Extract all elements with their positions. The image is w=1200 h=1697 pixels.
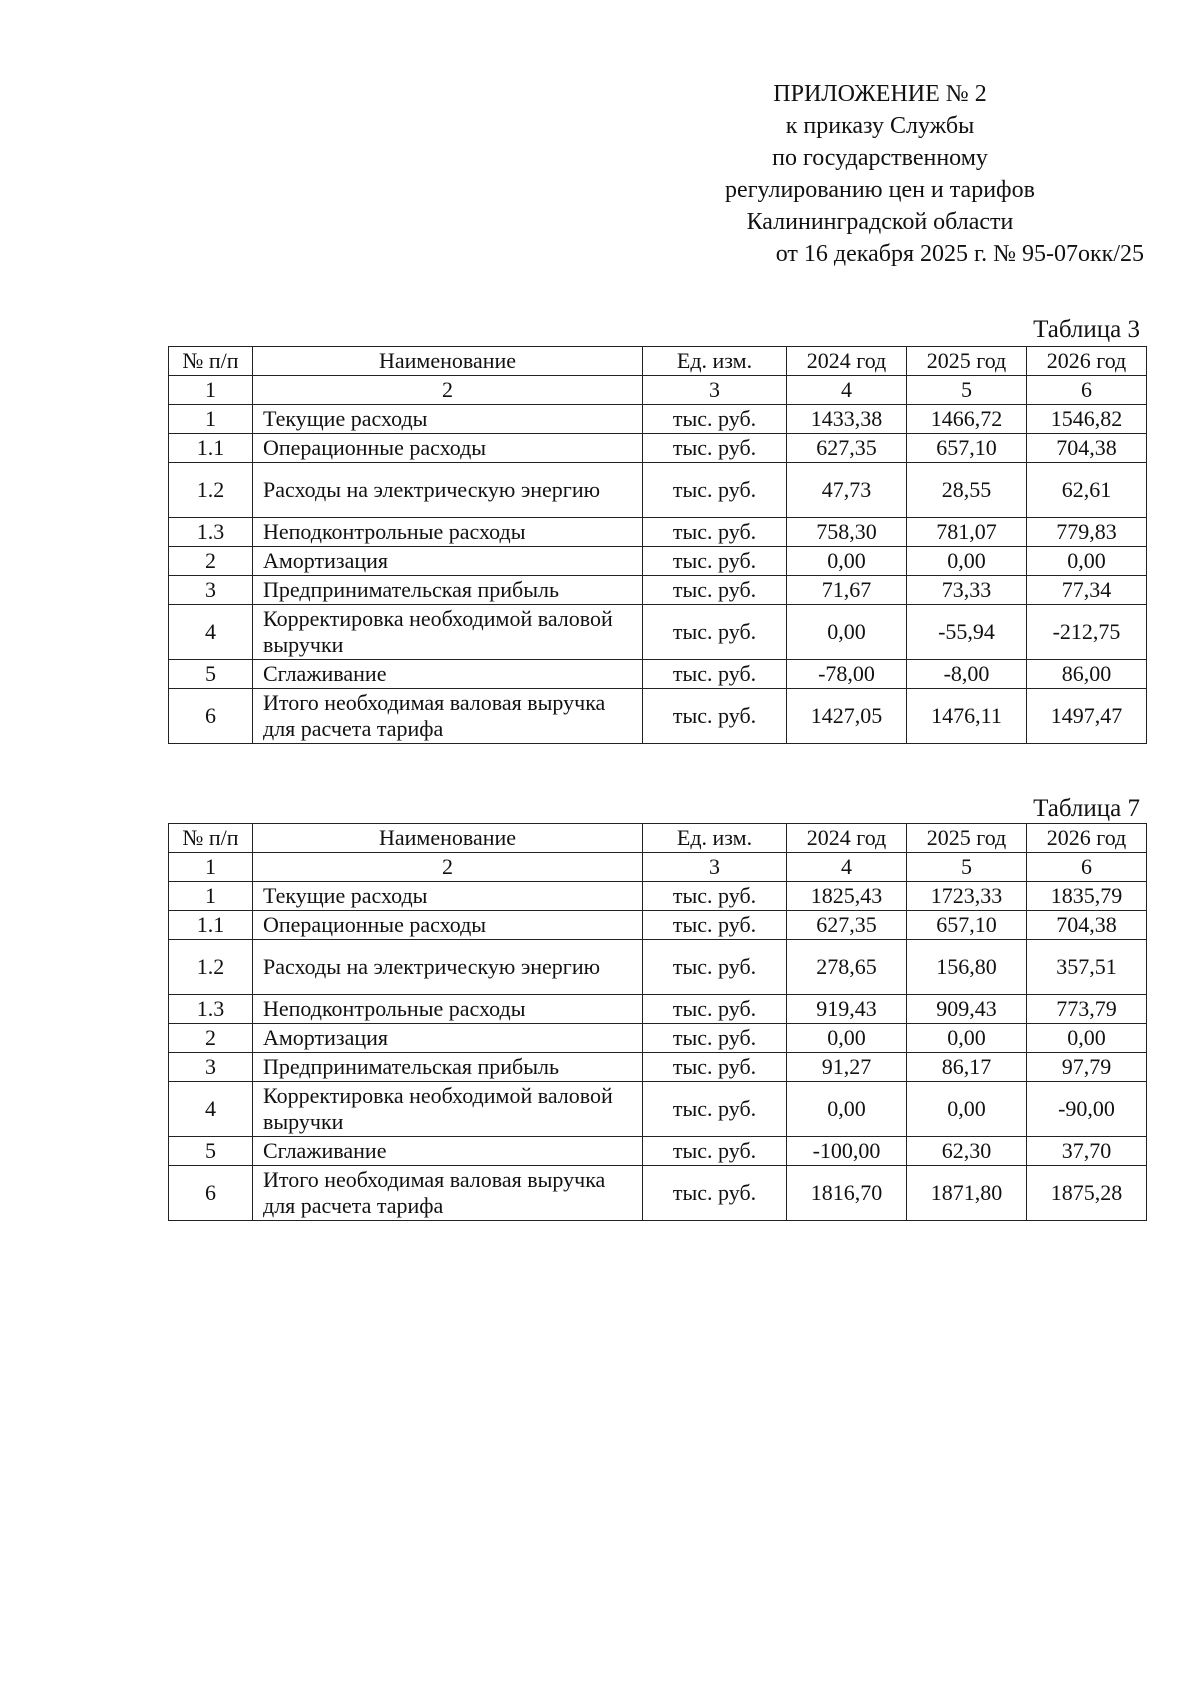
- column-number: 3: [643, 853, 787, 882]
- value-2024-cell: -78,00: [787, 660, 907, 689]
- value-2025-cell: 657,10: [907, 434, 1027, 463]
- row-number-cell: 1: [169, 882, 253, 911]
- row-unit-cell: тыс. руб.: [643, 1082, 787, 1137]
- value-2026-cell: 704,38: [1027, 911, 1147, 940]
- value-2026-cell: 1497,47: [1027, 689, 1147, 744]
- row-name-cell: Расходы на электрическую энергию: [253, 940, 643, 995]
- row-name-cell: Итого необходимая валовая выручка для расчета тарифа: [253, 689, 643, 744]
- column-number: 3: [643, 376, 787, 405]
- value-2024-cell: -100,00: [787, 1137, 907, 1166]
- table-row: [169, 911, 1147, 940]
- row-unit-cell: тыс. руб.: [643, 660, 787, 689]
- row-unit-cell: тыс. руб.: [643, 463, 787, 518]
- column-header: Ед. изм.: [643, 347, 787, 376]
- value-2026-cell: -90,00: [1027, 1082, 1147, 1137]
- row-number-cell: 6: [169, 1166, 253, 1221]
- row-number-cell: 1.3: [169, 518, 253, 547]
- column-number: 2: [253, 853, 643, 882]
- value-2026-cell: 37,70: [1027, 1137, 1147, 1166]
- row-name-cell: Сглаживание: [253, 1137, 643, 1166]
- row-unit-cell: тыс. руб.: [643, 576, 787, 605]
- data-table: [168, 346, 1147, 744]
- value-2024-cell: 278,65: [787, 940, 907, 995]
- column-number: 5: [907, 376, 1027, 405]
- column-number: 1: [169, 376, 253, 405]
- value-2024-cell: 919,43: [787, 995, 907, 1024]
- column-number-row: [169, 376, 1147, 405]
- value-2024-cell: 91,27: [787, 1053, 907, 1082]
- value-2026-cell: 357,51: [1027, 940, 1147, 995]
- value-2024-cell: 627,35: [787, 434, 907, 463]
- row-name-cell: Операционные расходы: [253, 911, 643, 940]
- table-body: [169, 405, 1147, 744]
- value-2024-cell: 1427,05: [787, 689, 907, 744]
- row-number-cell: 1.1: [169, 911, 253, 940]
- value-2024-cell: 0,00: [787, 1024, 907, 1053]
- row-name-cell: Неподконтрольные расходы: [253, 995, 643, 1024]
- table-caption: Таблица 7: [1033, 795, 1140, 822]
- column-header: 2024 год: [787, 347, 907, 376]
- value-2024-cell: 71,67: [787, 576, 907, 605]
- table-header-row: [169, 824, 1147, 853]
- row-unit-cell: тыс. руб.: [643, 547, 787, 576]
- row-name-cell: Операционные расходы: [253, 434, 643, 463]
- value-2025-cell: 657,10: [907, 911, 1027, 940]
- column-header: Наименование: [253, 824, 643, 853]
- value-2025-cell: 156,80: [907, 940, 1027, 995]
- row-number-cell: 5: [169, 1137, 253, 1166]
- appendix-line-order: к приказу Службы: [785, 113, 975, 139]
- appendix-line-region: Калининградской области: [746, 209, 1014, 235]
- row-number-cell: 6: [169, 689, 253, 744]
- row-number-cell: 1.2: [169, 463, 253, 518]
- column-header: 2026 год: [1027, 347, 1147, 376]
- value-2025-cell: 1871,80: [907, 1166, 1027, 1221]
- value-2026-cell: 0,00: [1027, 1024, 1147, 1053]
- column-number: 2: [253, 376, 643, 405]
- row-number-cell: 2: [169, 1024, 253, 1053]
- value-2024-cell: 1433,38: [787, 405, 907, 434]
- row-unit-cell: тыс. руб.: [643, 605, 787, 660]
- table-row: [169, 1024, 1147, 1053]
- row-name-cell: Амортизация: [253, 1024, 643, 1053]
- value-2026-cell: 0,00: [1027, 547, 1147, 576]
- row-unit-cell: тыс. руб.: [643, 911, 787, 940]
- row-number-cell: 5: [169, 660, 253, 689]
- value-2024-cell: 758,30: [787, 518, 907, 547]
- value-2026-cell: -212,75: [1027, 605, 1147, 660]
- table-row: [169, 434, 1147, 463]
- row-number-cell: 3: [169, 576, 253, 605]
- value-2025-cell: -55,94: [907, 605, 1027, 660]
- value-2024-cell: 0,00: [787, 1082, 907, 1137]
- column-header: 2025 год: [907, 824, 1027, 853]
- row-unit-cell: тыс. руб.: [643, 1137, 787, 1166]
- value-2025-cell: -8,00: [907, 660, 1027, 689]
- column-number: 6: [1027, 853, 1147, 882]
- row-name-cell: Неподконтрольные расходы: [253, 518, 643, 547]
- value-2025-cell: 73,33: [907, 576, 1027, 605]
- table-row: [169, 940, 1147, 995]
- value-2026-cell: 779,83: [1027, 518, 1147, 547]
- column-header: 2025 год: [907, 347, 1027, 376]
- value-2026-cell: 97,79: [1027, 1053, 1147, 1082]
- appendix-line-regulation: регулированию цен и тарифов: [725, 177, 1035, 203]
- row-name-cell: Предпринимательская прибыль: [253, 1053, 643, 1082]
- appendix-line-service: по государственному: [772, 145, 988, 171]
- row-name-cell: Текущие расходы: [253, 882, 643, 911]
- value-2024-cell: 47,73: [787, 463, 907, 518]
- value-2024-cell: 627,35: [787, 911, 907, 940]
- row-name-cell: Текущие расходы: [253, 405, 643, 434]
- row-unit-cell: тыс. руб.: [643, 434, 787, 463]
- row-name-cell: Корректировка необходимой валовой выручки: [253, 1082, 643, 1137]
- row-unit-cell: тыс. руб.: [643, 518, 787, 547]
- table-caption: Таблица 3: [1033, 316, 1140, 343]
- row-number-cell: 2: [169, 547, 253, 576]
- value-2025-cell: 1466,72: [907, 405, 1027, 434]
- table-row: [169, 995, 1147, 1024]
- row-name-cell: Итого необходимая валовая выручка для расчета тарифа: [253, 1166, 643, 1221]
- row-unit-cell: тыс. руб.: [643, 689, 787, 744]
- value-2026-cell: 1835,79: [1027, 882, 1147, 911]
- table-row: [169, 576, 1147, 605]
- column-number: 4: [787, 853, 907, 882]
- row-name-cell: Амортизация: [253, 547, 643, 576]
- row-unit-cell: тыс. руб.: [643, 1053, 787, 1082]
- value-2025-cell: 0,00: [907, 547, 1027, 576]
- column-header: № п/п: [169, 824, 253, 853]
- table-row: [169, 660, 1147, 689]
- column-header: 2024 год: [787, 824, 907, 853]
- value-2026-cell: 704,38: [1027, 434, 1147, 463]
- value-2024-cell: 1825,43: [787, 882, 907, 911]
- row-unit-cell: тыс. руб.: [643, 405, 787, 434]
- value-2025-cell: 0,00: [907, 1082, 1027, 1137]
- row-number-cell: 1: [169, 405, 253, 434]
- value-2026-cell: 62,61: [1027, 463, 1147, 518]
- row-unit-cell: тыс. руб.: [643, 1166, 787, 1221]
- table-row: [169, 405, 1147, 434]
- value-2025-cell: 781,07: [907, 518, 1027, 547]
- row-unit-cell: тыс. руб.: [643, 882, 787, 911]
- appendix-line-date: от 16 декабря 2025 г. № 95-07окк/25: [775, 241, 1144, 267]
- value-2025-cell: 86,17: [907, 1053, 1027, 1082]
- column-number: 5: [907, 853, 1027, 882]
- value-2026-cell: 773,79: [1027, 995, 1147, 1024]
- value-2025-cell: 0,00: [907, 1024, 1027, 1053]
- row-number-cell: 1.3: [169, 995, 253, 1024]
- value-2024-cell: 0,00: [787, 605, 907, 660]
- table-header-row: [169, 347, 1147, 376]
- row-name-cell: Корректировка необходимой валовой выручки: [253, 605, 643, 660]
- value-2026-cell: 77,34: [1027, 576, 1147, 605]
- value-2025-cell: 28,55: [907, 463, 1027, 518]
- column-header: № п/п: [169, 347, 253, 376]
- table-row: [169, 882, 1147, 911]
- value-2024-cell: 1816,70: [787, 1166, 907, 1221]
- table-body: [169, 882, 1147, 1221]
- row-number-cell: 4: [169, 605, 253, 660]
- row-unit-cell: тыс. руб.: [643, 1024, 787, 1053]
- data-table: [168, 823, 1147, 1221]
- table-row: [169, 689, 1147, 744]
- table-row: [169, 1137, 1147, 1166]
- column-header: 2026 год: [1027, 824, 1147, 853]
- value-2026-cell: 1875,28: [1027, 1166, 1147, 1221]
- row-number-cell: 1.2: [169, 940, 253, 995]
- row-unit-cell: тыс. руб.: [643, 995, 787, 1024]
- table-row: [169, 463, 1147, 518]
- table-row: [169, 1082, 1147, 1137]
- table-row: [169, 518, 1147, 547]
- row-unit-cell: тыс. руб.: [643, 940, 787, 995]
- row-name-cell: Расходы на электрическую энергию: [253, 463, 643, 518]
- value-2025-cell: 909,43: [907, 995, 1027, 1024]
- value-2026-cell: 86,00: [1027, 660, 1147, 689]
- table-row: [169, 1053, 1147, 1082]
- column-number: 4: [787, 376, 907, 405]
- row-number-cell: 3: [169, 1053, 253, 1082]
- value-2025-cell: 62,30: [907, 1137, 1027, 1166]
- value-2025-cell: 1723,33: [907, 882, 1027, 911]
- column-number-row: [169, 853, 1147, 882]
- appendix-header: [620, 78, 1144, 270]
- value-2026-cell: 1546,82: [1027, 405, 1147, 434]
- table-row: [169, 547, 1147, 576]
- column-number: 6: [1027, 376, 1147, 405]
- column-header: Наименование: [253, 347, 643, 376]
- column-header: Ед. изм.: [643, 824, 787, 853]
- appendix-title: ПРИЛОЖЕНИЕ № 2: [773, 81, 987, 107]
- table-row: [169, 1166, 1147, 1221]
- row-name-cell: Предпринимательская прибыль: [253, 576, 643, 605]
- row-number-cell: 1.1: [169, 434, 253, 463]
- value-2025-cell: 1476,11: [907, 689, 1027, 744]
- column-number: 1: [169, 853, 253, 882]
- row-number-cell: 4: [169, 1082, 253, 1137]
- value-2024-cell: 0,00: [787, 547, 907, 576]
- row-name-cell: Сглаживание: [253, 660, 643, 689]
- table-row: [169, 605, 1147, 660]
